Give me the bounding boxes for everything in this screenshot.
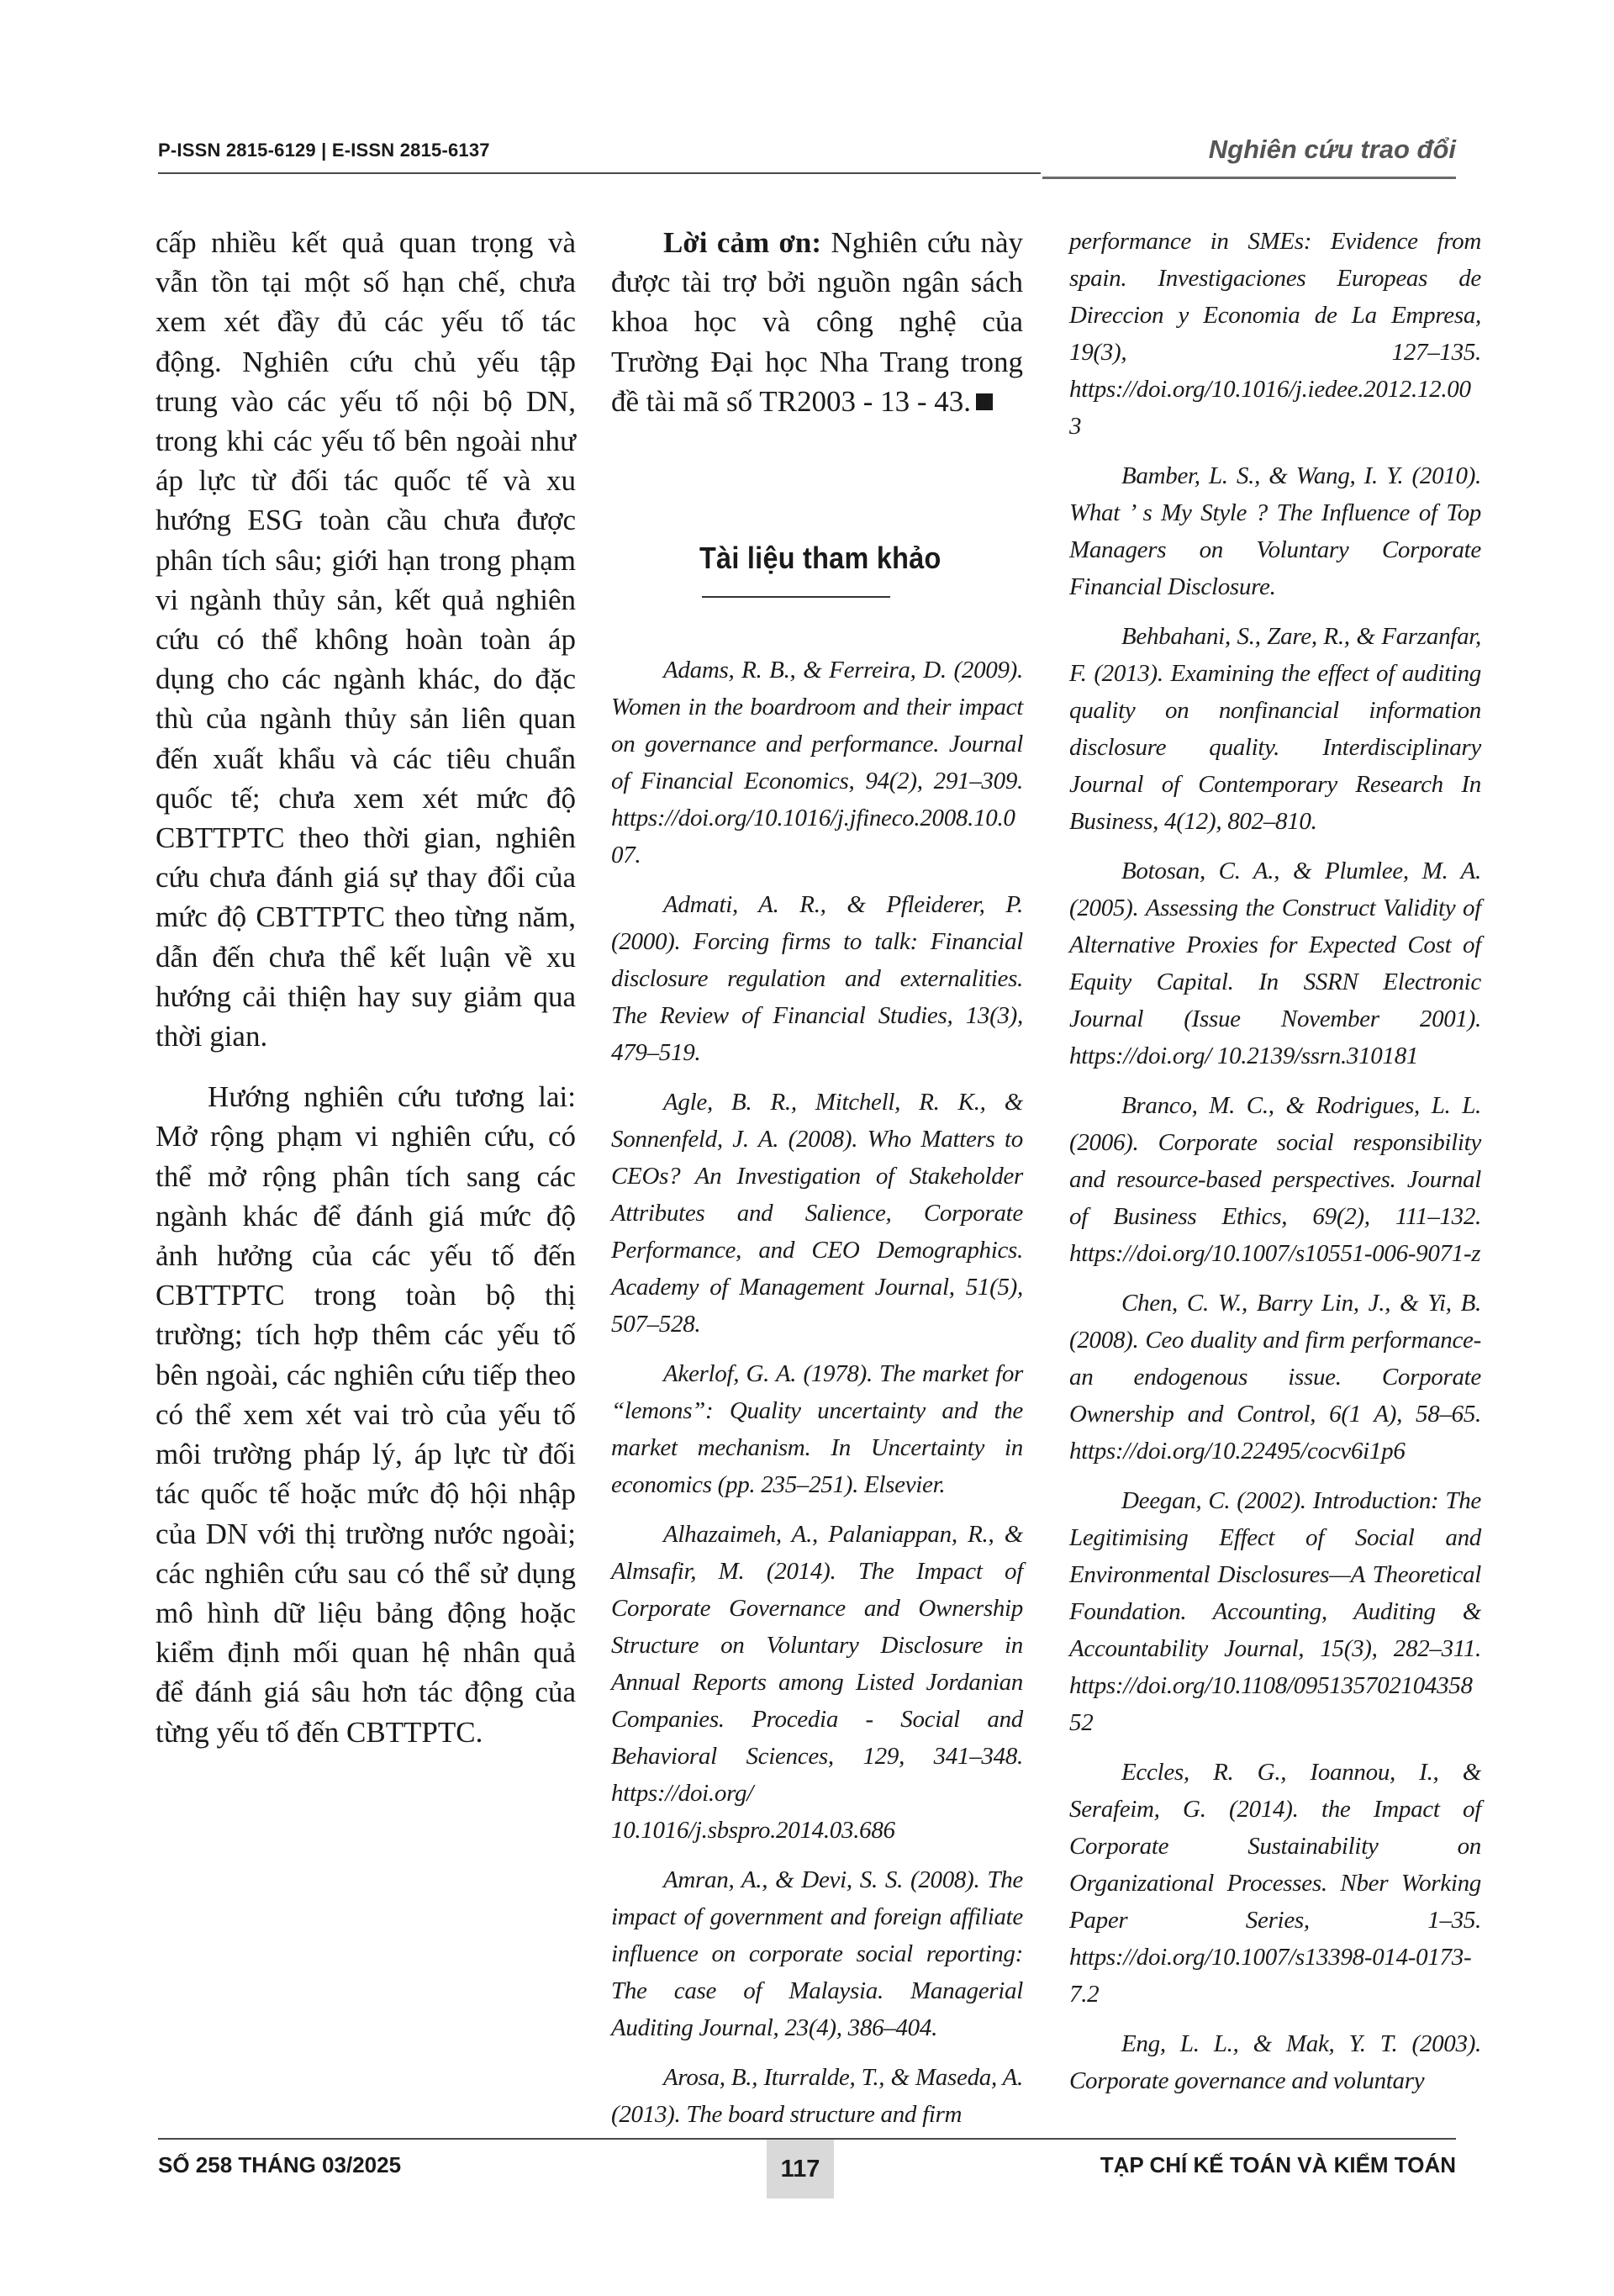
section-title: Nghiên cứu trao đổi — [1208, 135, 1456, 164]
reference-item: Eccles, R. G., Ioannou, I., & Serafeim, G. (2014). the Impact of Corporate Sustainability on Organizational Processes. Nber Working Paper Series, 1–35. https://doi.org/10.1007/s13398-014-0173-7.2 — [1069, 1759, 1481, 2008]
reference-item: Chen, C. W., Barry Lin, J., & Yi, B. (2008). Ceo duality and firm performance-an endogenous issue. Corporate Ownership and Control, 6(1 A), 58–65. https://doi.org/10.22495/cocv6i1p6 — [1069, 1290, 1481, 1465]
header-divider — [158, 172, 1041, 174]
end-mark-icon — [976, 393, 993, 410]
issn-label: P-ISSN 2815-6129 | E-ISSN 2815-6137 — [158, 140, 490, 161]
reference-item-continued: performance in SMEs: Evidence from spain. Investigaciones Europeas de Direccion y Economia de La Empresa, 19(3), 127–135. https://doi.org/10.1016/j.iedee.2012.12.003 — [1069, 228, 1481, 440]
header-divider-accent — [1042, 177, 1456, 179]
reference-item: Branco, M. C., & Rodrigues, L. L. (2006). Corporate social responsibility and resource-based perspectives. Journal of Business Ethics, 69(2), 111–132. https://doi.org/10.1007/s10551-006-9071-z — [1069, 1092, 1481, 1267]
journal-name: TẠP CHÍ KẾ TOÁN VÀ KIỂM TOÁN — [1100, 2152, 1456, 2177]
reference-item: Admati, A. R., & Pfleiderer, P. (2000). Forcing firms to talk: Financial disclosure regulation and externalities. The Review of Financial Studies, 13(3), 479–519. — [611, 891, 1023, 1066]
reference-item: Bamber, L. S., & Wang, I. Y. (2010). What ’ s My Style ? The Influence of Top Managers on Voluntary Corporate Financial Disclosure. — [1069, 462, 1481, 600]
body-paragraph-future-research: Hướng nghiên cứu tương lai: Mở rộng phạm vi nghiên cứu, có thể mở rộng phân tích sang các ngành khác để đánh giá mức độ ảnh hưởng của các yếu tố đến CBTTPTC trong toàn bộ thị trường; tích hợp thêm các yếu tố bên ngoài, các nghiên cứu tiếp theo có thể xem xét vai trò của yếu tố môi trường pháp lý, áp lực từ đối tác quốc tế hoặc mức độ hội nhập của DN với thị trường nước ngoài; các nghiên cứu sau có thể sử dụng mô hình dữ liệu bảng động hoặc kiểm định mối quan hệ nhân quả để đánh giá sâu hơn tác động của từng yếu tố đến CBTTPTC. — [156, 1080, 576, 1749]
body-paragraph: cấp nhiều kết quả quan trọng và vẫn tồn tại một số hạn chế, chưa xem xét đầy đủ các yếu tố tác động. Nghiên cứu chủ yếu tập trung vào các yếu tố nội bộ DN, trong khi các yếu tố bên ngoài như áp lực từ đối tác quốc tế và xu hướng ESG toàn cầu chưa được phân tích sâu; giới hạn trong phạm vi ngành thủy sản, kết quả nghiên cứu có thể không hoàn toàn áp dụng cho các ngành khác, do đặc thù của ngành thủy sản liên quan đến xuất khẩu và các tiêu chuẩn quốc tế; chưa xem xét mức độ CBTTPTC theo thời gian, nghiên cứu chưa đánh giá sự thay đổi của mức độ CBTTPTC theo từng năm, dẫn đến chưa thể kết luận về xu hướng cải thiện hay suy giảm qua thời gian. — [156, 226, 576, 1053]
acknowledgement-label: Lời cảm ơn: — [663, 226, 822, 259]
column-3 — [1069, 223, 1481, 2112]
page-number: 117 — [767, 2140, 834, 2198]
reference-item: Akerlof, G. A. (1978). The market for “lemons”: Quality uncertainty and the market mechanism. In Uncertainty in economics (pp. 235–251). Elsevier. — [611, 1360, 1023, 1498]
column-2 — [611, 223, 1024, 2128]
references-heading-underline — [702, 596, 890, 598]
reference-item: Deegan, C. (2002). Introduction: The Legitimising Effect of Social and Environmental Disclosures—A Theoretical Foundation. Accounting, Auditing & Accountability Journal, 15(3), 282–311. https://doi.org/10.1108/09513570210435852 — [1069, 1487, 1481, 1736]
reference-item: Eng, L. L., & Mak, Y. T. (2003). Corporate governance and voluntary — [1069, 2030, 1481, 2094]
reference-item: Amran, A., & Devi, S. S. (2008). The impact of government and foreign affiliate influence on corporate social reporting: The case of Malaysia. Managerial Auditing Journal, 23(4), 386–404. — [611, 1866, 1023, 2041]
references-heading: Tài liệu tham khảo — [699, 541, 942, 575]
column-1 — [156, 223, 576, 1752]
acknowledgement — [611, 223, 1023, 421]
reference-item: Adams, R. B., & Ferreira, D. (2009). Women in the boardroom and their impact on governance and performance. Journal of Financial Economics, 94(2), 291–309. https://doi.org/10.1016/j.jfineco.2008.10.007. — [611, 657, 1023, 868]
reference-item: Arosa, B., Iturralde, T., & Maseda, A. (2013). The board structure and firm — [611, 2064, 1023, 2128]
reference-item: Agle, B. R., Mitchell, R. K., & Sonnenfeld, J. A. (2008). Who Matters to CEOs? An Investigation of Stakeholder Attributes and Salience, Corporate Performance, and CEO Demographics. Academy of Management Journal, 51(5), 507–528. — [611, 1089, 1023, 1338]
references-list — [611, 652, 1023, 2146]
reference-item: Alhazaimeh, A., Palaniappan, R., & Almsafir, M. (2014). The Impact of Corporate Governance and Ownership Structure on Voluntary Disclosure in Annual Reports among Listed Jordanian Companies. Procedia - Social and Behavioral Sciences, 129, 341–348. https://doi.org/ 10.1016/j.sbspro.2014.03.686 — [611, 1521, 1023, 1844]
running-header — [158, 135, 1456, 168]
reference-item: Botosan, C. A., & Plumlee, M. A. (2005). Assessing the Construct Validity of Alternative Proxies for Expected Cost of Equity Capital. In SSRN Electronic Journal (Issue November 2001). https://doi.org/ 10.2139/ssrn.310181 — [1069, 858, 1481, 1069]
issue-label: SỐ 258 THÁNG 03/2025 — [158, 2152, 402, 2177]
reference-item: Behbahani, S., Zare, R., & Farzanfar, F. (2013). Examining the effect of auditing quality on nonfinancial information disclosure quality. Interdisciplinary Journal of Contemporary Research In Business, 4(12), 802–810. — [1069, 623, 1481, 835]
acknowledgement-text: Nghiên cứu này được tài trợ bởi nguồn ngân sách khoa học và công nghệ của Trường Đại học Nha Trang trong đề tài mã số TR2003 - 13 - 43. — [611, 226, 1024, 418]
